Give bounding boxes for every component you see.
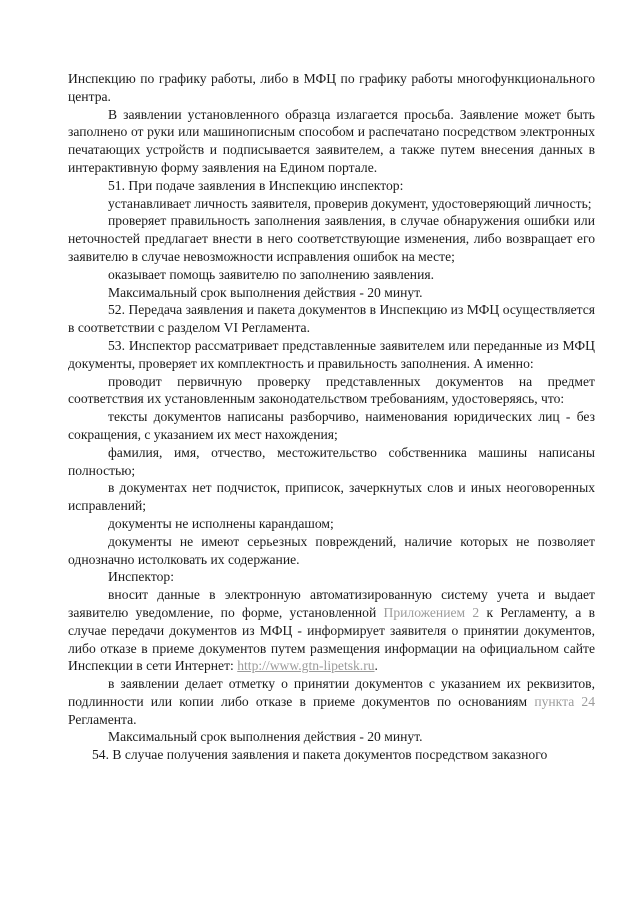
paragraph-text: в документах нет подчисток, приписок, зачеркнутых слов и иных неоговоренных исправлений; <box>68 480 595 514</box>
paragraph-text: 53. Инспектор рассматривает представленные заявителем или переданные из МФЦ документы, проверяет их комплектность и правильность заполнения. А именно: <box>68 337 595 371</box>
paragraph <box>54 746 595 764</box>
reference-text: Приложением 2 <box>383 604 480 620</box>
document-body <box>68 70 595 764</box>
paragraph-text: тексты документов написаны разборчиво, наименования юридических лиц - без сокращения, с указанием их мест нахождения; <box>68 409 595 442</box>
paragraph <box>68 586 595 675</box>
paragraph <box>68 266 595 284</box>
paragraph <box>68 568 595 586</box>
paragraph-text: оказывает помощь заявителю по заполнению заявления. <box>108 266 435 282</box>
paragraph-text: Инспектор: <box>108 569 174 585</box>
paragraph-text: . <box>374 658 378 674</box>
paragraph-text: Максимальный срок выполнения действия - 20 минут. <box>108 284 423 300</box>
reference-text: пункта 24 <box>534 693 595 709</box>
paragraph-text: Регламента. <box>68 711 137 727</box>
paragraph <box>68 284 595 302</box>
paragraph <box>68 301 595 337</box>
paragraph <box>68 515 595 533</box>
paragraph-text: документы не исполнены карандашом; <box>108 515 334 531</box>
paragraph-text: В заявлении установленного образца излагается просьба. Заявление может быть заполнено от руки или машинописным способом и распечатано посредством электронных печатающих устройств и подписывается заявителем, а также путем внесения данных в интерактивную форму заявления на Едином портале. <box>68 106 595 175</box>
paragraph-text: 52. Передача заявления и пакета документов в Инспекцию из МФЦ осуществляется в соответствии с разделом VI Регламента. <box>68 302 595 336</box>
website-link[interactable]: http://www.gtn-lipetsk.ru <box>237 658 375 674</box>
paragraph-text: в заявлении делает отметку о принятии документов с указанием их реквизитов, подлинности или копии либо отказе в приеме документов по основаниям <box>68 676 595 709</box>
paragraph <box>68 212 595 265</box>
paragraph-text: вносит данные в электронную автоматизированную систему учета и выдает заявителю уведомление, по форме, установленной <box>68 587 595 620</box>
paragraph <box>68 479 595 515</box>
paragraph-text: 54. В случае получения заявления и пакета документов посредством заказного <box>92 747 548 763</box>
paragraph <box>68 533 595 569</box>
paragraph-text: 51. При подаче заявления в Инспекцию инспектор: <box>108 177 404 193</box>
paragraph <box>68 408 595 444</box>
paragraph <box>68 373 595 409</box>
paragraph <box>68 337 595 373</box>
paragraph <box>68 106 595 177</box>
paragraph <box>68 675 595 728</box>
paragraph <box>68 70 595 106</box>
paragraph-text: документы не имеют серьезных повреждений, наличие которых не позволяет однозначно истолковать их содержание. <box>68 533 595 567</box>
paragraph-text: проверяет правильность заполнения заявления, в случае обнаружения ошибки или неточностей предлагает внести в него соответствующие изменения, либо возвращает его заявителю в случае невозможности исправления ошибок на месте; <box>68 213 595 264</box>
paragraph-text: к Регламенту, а в случае передачи документов из МФЦ - информирует заявителя о принятии документов, либо отказе в приеме документов путем размещения информации на официальном сайте Инспекции в сети Интернет: <box>68 604 595 674</box>
paragraph <box>68 195 595 213</box>
paragraph-text: Максимальный срок выполнения действия - 20 минут. <box>108 729 423 745</box>
paragraph <box>68 728 595 746</box>
paragraph-text: фамилия, имя, отчество, местожительство собственника машины написаны полностью; <box>68 444 595 478</box>
paragraph <box>68 177 595 195</box>
paragraph-text: Инспекцию по графику работы, либо в МФЦ по графику работы многофункционального центра. <box>68 71 595 104</box>
paragraph-text: проводит первичную проверку представленных документов на предмет соответствия их установленным законодательством требованиям, удостоверяясь, что: <box>68 373 595 407</box>
paragraph <box>68 444 595 480</box>
paragraph-text: устанавливает личность заявителя, проверив документ, удостоверяющий личность; <box>108 195 592 211</box>
